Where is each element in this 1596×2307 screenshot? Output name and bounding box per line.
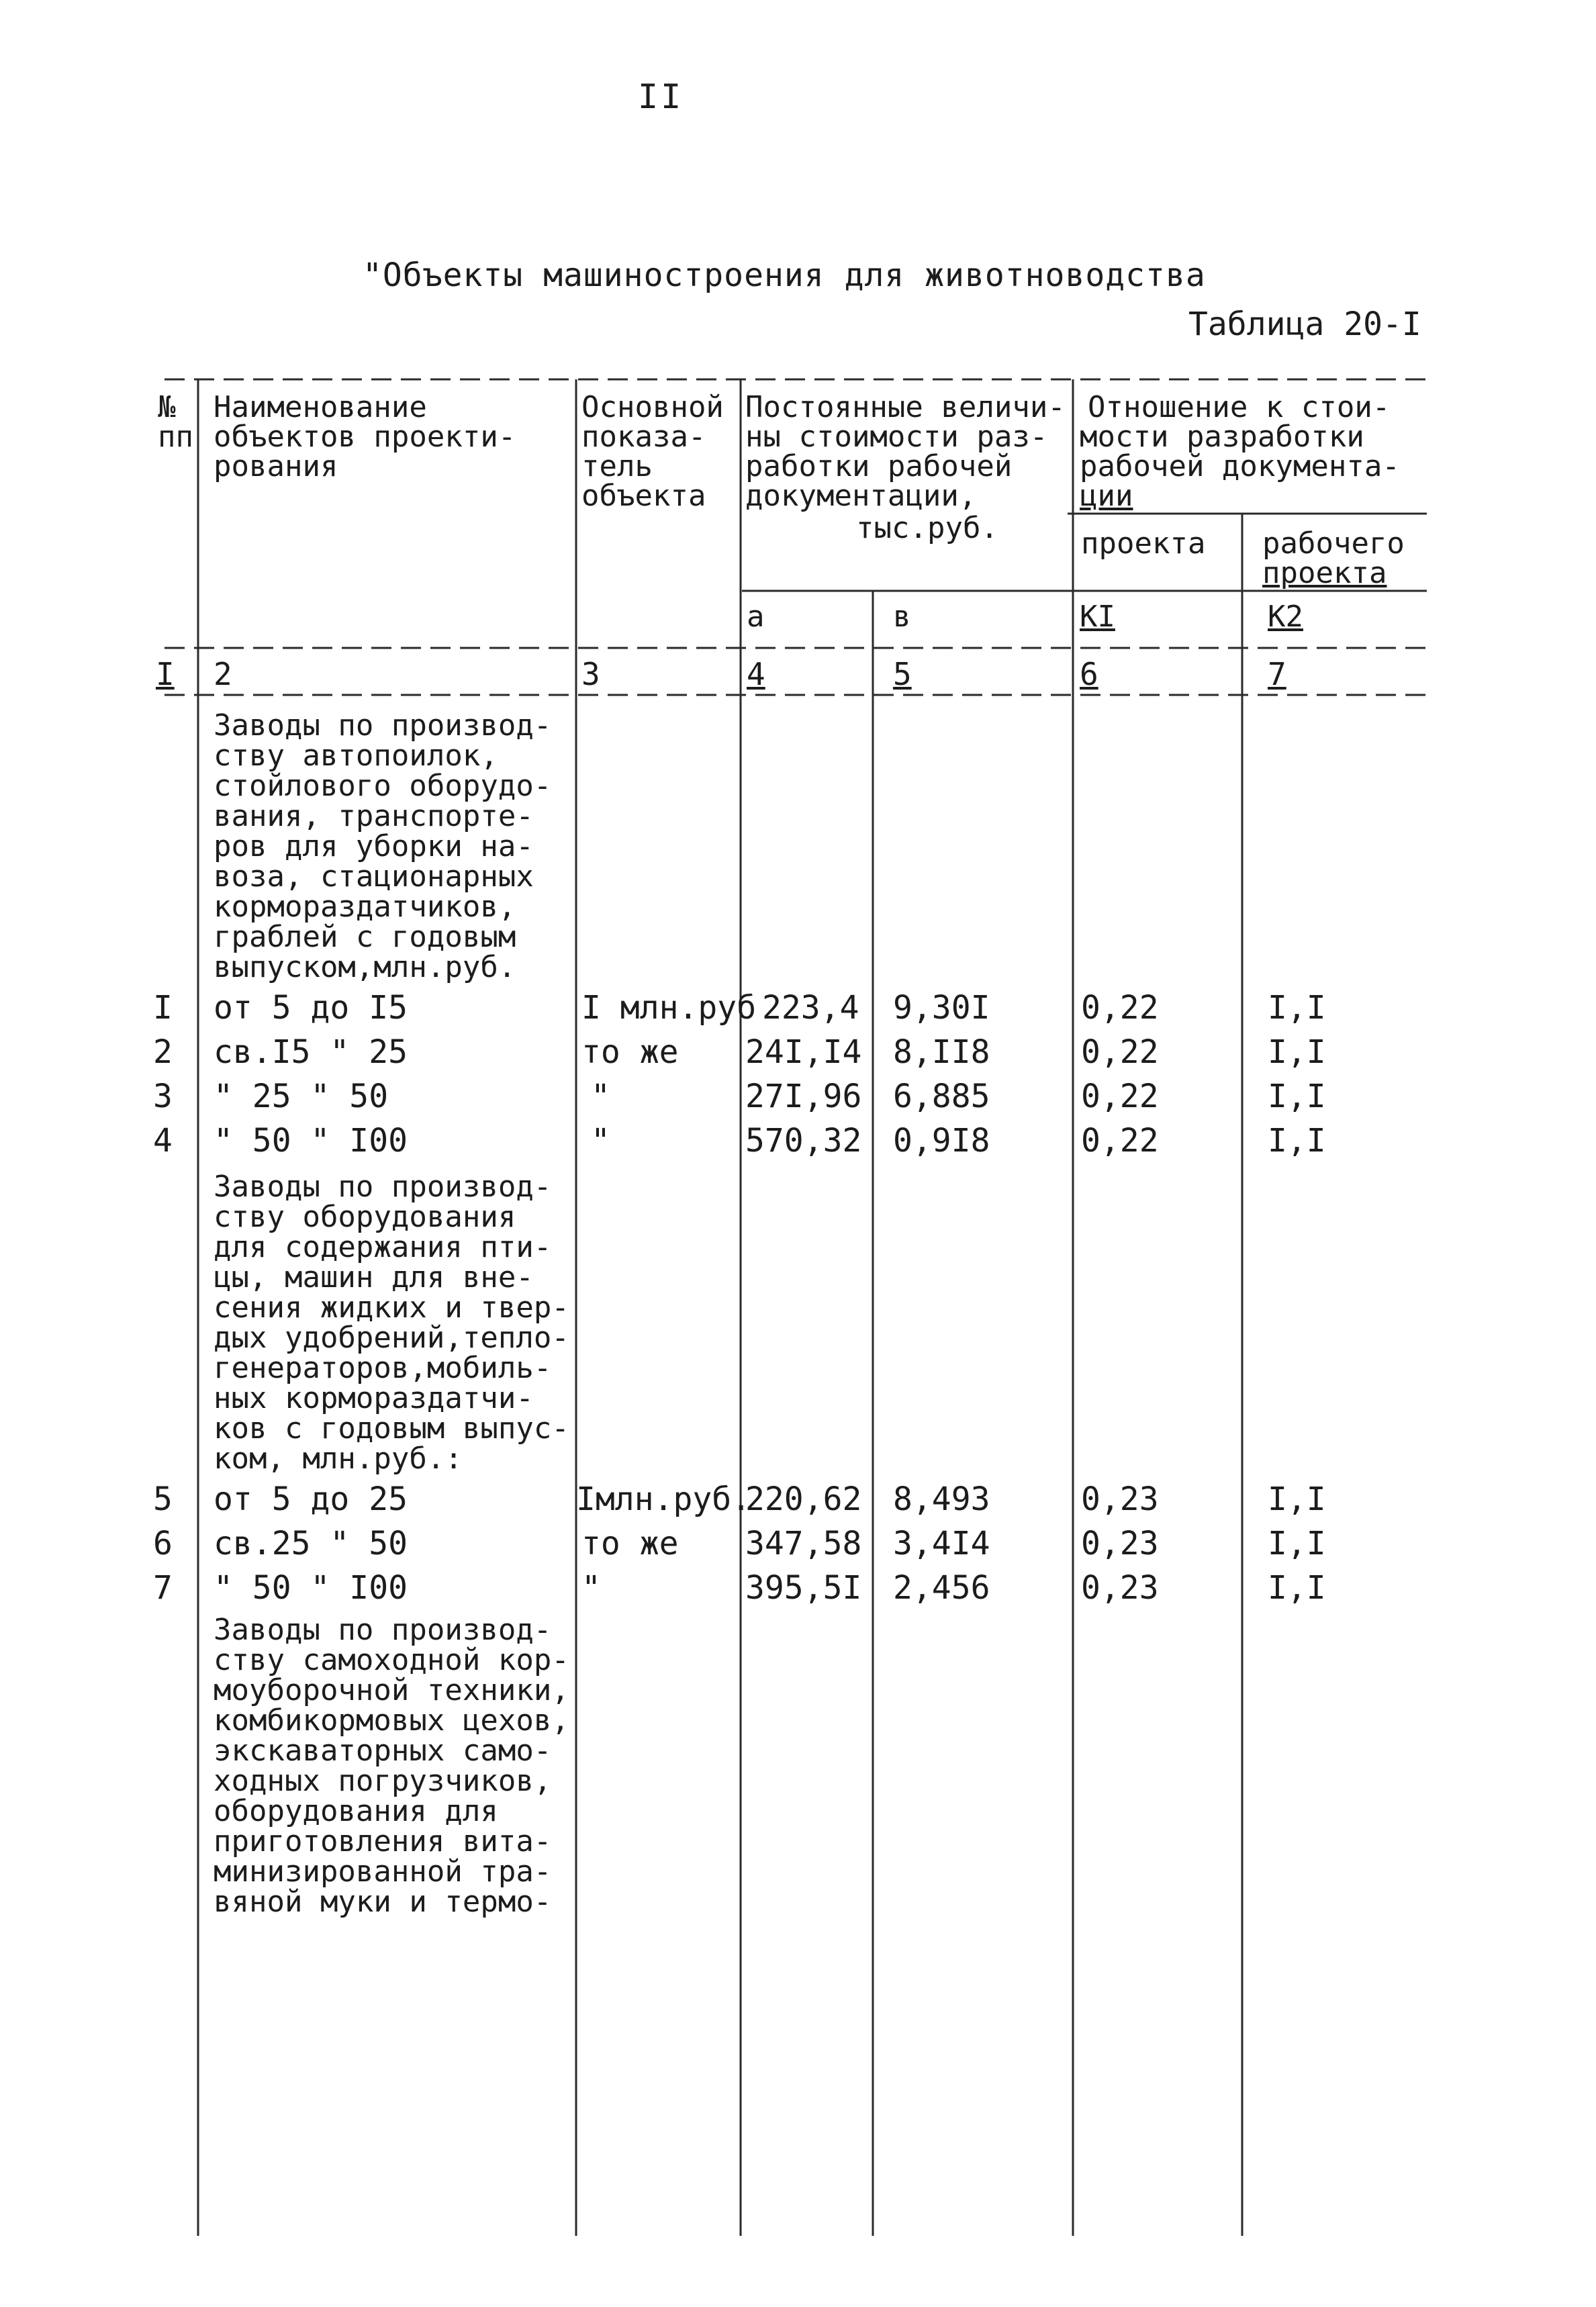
row-3-k2: I,I	[1268, 1078, 1326, 1115]
row-4-number: 4	[153, 1122, 173, 1160]
row-7-b: 2,456	[893, 1569, 990, 1607]
row-5-k1: 0,23	[1081, 1480, 1159, 1518]
row-5-number: 5	[153, 1480, 173, 1518]
row-3-range: " 25 " 50	[214, 1078, 389, 1115]
row-7-k1: 0,23	[1081, 1569, 1159, 1607]
row-3-k1: 0,22	[1081, 1078, 1159, 1115]
row-4-indicator: "	[591, 1122, 610, 1160]
column-number-1: I	[156, 656, 175, 692]
column-number-2: 2	[214, 656, 232, 692]
document-title: "Объекты машиностроения для животноводства	[363, 256, 1206, 294]
column-number-3: 3	[581, 656, 600, 692]
row-7-range: " 50 " I00	[214, 1569, 408, 1607]
row-2-a: 24I,I4	[745, 1033, 862, 1071]
row-4-b: 0,9I8	[893, 1122, 990, 1160]
column-number-6: 6	[1080, 656, 1098, 692]
column-number-5: 5	[893, 656, 912, 692]
row-3-b: 6,885	[893, 1078, 990, 1115]
header-ratio-working-line2: проекта	[1262, 556, 1387, 590]
row-7-number: 7	[153, 1569, 173, 1607]
table-label: Таблица 20-I	[1188, 305, 1421, 343]
row-1-k2: I,I	[1268, 989, 1326, 1027]
section-2-description: Заводы по производ- ству оборудования для содержания пти- цы, машин для вне- сения жидких и твер- дых удобрений,тепло- генераторов,мобиль- ных кормораздатчи- ков с годовым выпус- ком, млн.руб.:	[214, 1170, 569, 1476]
header-ratio-line4: ции	[1080, 479, 1133, 513]
row-5-a: 220,62	[745, 1480, 862, 1518]
row-7-a: 395,5I	[745, 1569, 862, 1607]
row-1-range: от 5 до I5	[214, 989, 408, 1027]
header-number: № пп	[158, 390, 193, 454]
row-2-number: 2	[153, 1033, 173, 1071]
row-4-k1: 0,22	[1081, 1122, 1159, 1160]
row-6-indicator: то же	[581, 1525, 679, 1562]
header-ratio-line1: Отношение к стои-	[1088, 390, 1391, 424]
header-ratio-working-line1: рабочего	[1262, 526, 1405, 561]
header-indicator: Основной показа- тель объекта	[581, 390, 724, 513]
row-6-k2: I,I	[1268, 1525, 1326, 1562]
header-k2: K2	[1268, 600, 1303, 634]
row-3-number: 3	[153, 1078, 173, 1115]
header-constants-unit: тыс.руб.	[856, 511, 998, 545]
column-number-4: 4	[747, 656, 765, 692]
page-number: II	[638, 77, 684, 116]
header-b: в	[893, 600, 911, 634]
header-a: а	[747, 600, 765, 634]
header-k1: KI	[1080, 600, 1115, 634]
row-4-k2: I,I	[1268, 1122, 1326, 1160]
row-1-b: 9,30I	[893, 989, 990, 1027]
row-6-k1: 0,23	[1081, 1525, 1159, 1562]
row-2-b: 8,II8	[893, 1033, 990, 1071]
header-ratio-project: проекта	[1081, 526, 1206, 561]
row-6-b: 3,4I4	[893, 1525, 990, 1562]
row-5-k2: I,I	[1268, 1480, 1326, 1518]
section-3-description: Заводы по производ- ству самоходной кор- моуборочной техники, комбикормовых цехов, экскаваторных само- ходных погрузчиков, оборудования для приготовления вита- минизированной тра- вяной муки и термо-	[214, 1613, 569, 1919]
row-1-k1: 0,22	[1081, 989, 1159, 1027]
row-5-range: от 5 до 25	[214, 1480, 408, 1518]
section-1-description: Заводы по производ- ству автопоилок, стойлового оборудо- вания, транспорте- ров для уборки на- воза, стационарных кормораздатчиков, граблей с годовым выпуском,млн.руб.	[214, 708, 552, 984]
row-6-a: 347,58	[745, 1525, 862, 1562]
header-name: Наименование объектов проекти- рования	[214, 390, 516, 483]
row-7-k2: I,I	[1268, 1569, 1326, 1607]
header-ratio-line3: рабочей документа-	[1080, 449, 1400, 483]
row-2-k1: 0,22	[1081, 1033, 1159, 1071]
row-6-range: св.25 " 50	[214, 1525, 408, 1562]
row-3-indicator: "	[591, 1078, 610, 1115]
row-1-a: 223,4	[762, 989, 859, 1027]
column-number-7: 7	[1268, 656, 1286, 692]
row-2-indicator: то же	[581, 1033, 679, 1071]
row-7-indicator: "	[581, 1569, 601, 1607]
row-4-a: 570,32	[745, 1122, 862, 1160]
row-6-number: 6	[153, 1525, 173, 1562]
row-2-k2: I,I	[1268, 1033, 1326, 1071]
row-1-number: I	[153, 989, 173, 1027]
row-5-indicator: Iмлн.руб.	[576, 1480, 751, 1518]
row-4-range: " 50 " I00	[214, 1122, 408, 1160]
header-ratio-line2: мости разработки	[1080, 420, 1364, 454]
row-3-a: 27I,96	[745, 1078, 862, 1115]
row-5-b: 8,493	[893, 1480, 990, 1518]
row-2-range: св.I5 " 25	[214, 1033, 408, 1071]
header-constants: Постоянные величи- ны стоимости раз- работки рабочей документации,	[745, 390, 1066, 513]
row-1-indicator: I млн.руб	[581, 989, 757, 1027]
